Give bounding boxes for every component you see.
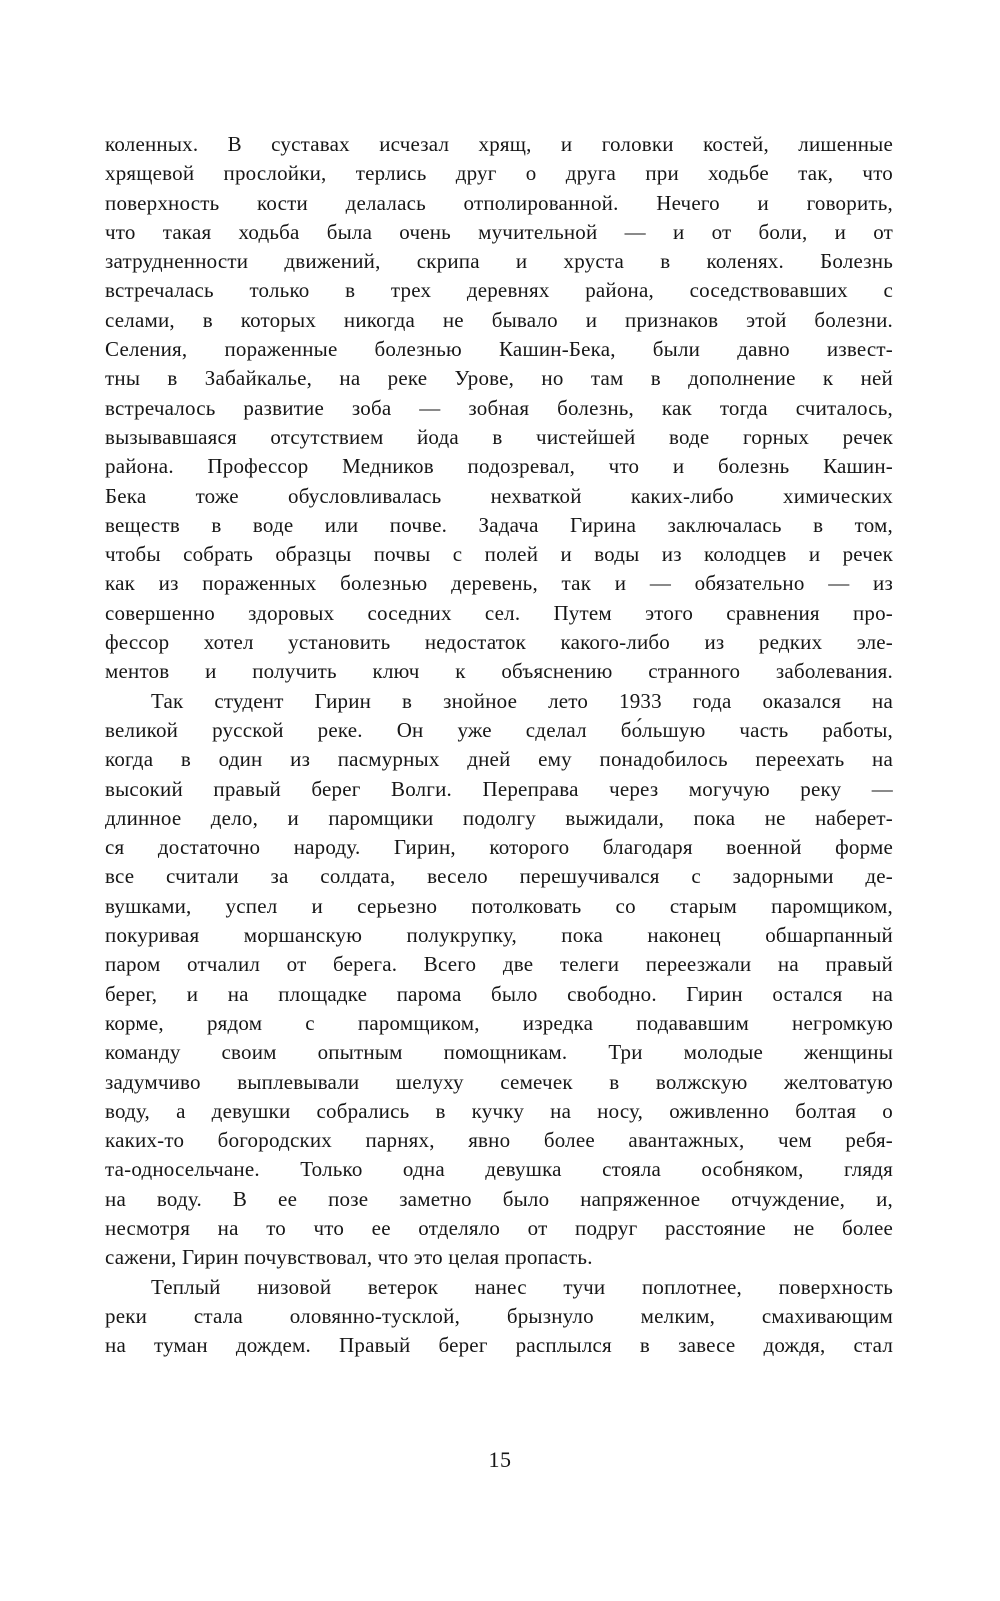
text-line: реки стала оловянно-тусклой, брызнуло мелким, смахивающим	[105, 1303, 893, 1328]
text-line: поверхность кости делалась отполированной. Нечего и говорить,	[105, 190, 893, 215]
text-line: веществ в воде или почве. Задача Гирина заключалась в том,	[105, 512, 893, 537]
text-line: фессор хотел установить недостаток какого-либо из редких эле-	[105, 630, 893, 655]
text-line: на туман дождем. Правый берег расплылся в завесе дождя, стал	[105, 1333, 893, 1358]
text-line: Так студент Гирин в знойное лето 1933 года оказался на	[151, 688, 893, 713]
text-line: вушками, успел и серьезно потолковать со старым паромщиком,	[105, 893, 893, 918]
text-line: каких-то богородских парнях, явно более авантажных, чем ребя-	[105, 1128, 893, 1153]
text-line: великой русской реке. Он уже сделал бо́льшую часть работы,	[105, 717, 893, 742]
text-line: когда в один из пасмурных дней ему понадобилось переехать на	[105, 747, 893, 772]
text-line: встречалась только в трех деревнях района, соседствовавших с	[105, 278, 893, 303]
text-line: сажени, Гирин почувствовал, что это целая пропасть.	[105, 1245, 593, 1270]
text-line: района. Профессор Медников подозревал, что и болезнь Кашин-	[105, 454, 893, 479]
text-block	[105, 130, 893, 1360]
text-line: чтобы собрать образцы почвы с полей и воды из колодцев и речек	[105, 542, 893, 567]
text-line: коленных. В суставах исчезал хрящ, и головки костей, лишенные	[105, 132, 893, 156]
text-line: как из пораженных болезнью деревень, так и — обязательно — из	[105, 571, 893, 596]
text-line: ментов и получить ключ к объяснению странного заболевания.	[105, 659, 893, 684]
text-line: Бека тоже обусловливалась нехваткой каких-либо химических	[105, 483, 893, 508]
text-line: затрудненности движений, скрипа и хруста в коленях. Болезнь	[105, 249, 893, 274]
text-line: покуривая моршанскую полукрупку, пока наконец обшарпанный	[105, 923, 893, 948]
text-line: задумчиво выплевывали шелуху семечек в волжскую желтоватую	[105, 1069, 893, 1094]
text-line: та-односельчане. Только одна девушка стояла особняком, глядя	[105, 1157, 893, 1182]
text-line: берег, и на площадке парома было свободно. Гирин остался на	[105, 981, 893, 1006]
text-line: ся достаточно народу. Гирин, которого благодаря военной форме	[105, 835, 893, 860]
text-line: паром отчалил от берега. Всего две телеги переезжали на правый	[105, 952, 893, 977]
text-line: Селения, пораженные болезнью Кашин-Бека, были давно извест-	[105, 337, 893, 362]
text-line: высокий правый берег Волги. Переправа через могучую реку —	[105, 776, 893, 801]
text-line: встречалось развитие зоба — зобная болезнь, как тогда считалось,	[105, 395, 893, 420]
text-line: команду своим опытным помощникам. Три молодые женщины	[105, 1040, 893, 1065]
text-line: корме, рядом с паромщиком, изредка подававшим негромкую	[105, 1010, 893, 1035]
text-line: воду, а девушки собрались в кучку на носу, оживленно болтая о	[105, 1098, 893, 1123]
text-line: длинное дело, и паромщики подолгу выжидали, пока не наберет-	[105, 805, 893, 830]
text-line: хрящевой прослойки, терлись друг о друга при ходьбе так, что	[105, 161, 893, 186]
text-line: тны в Забайкалье, на реке Урове, но там в дополнение к ней	[105, 366, 893, 391]
text-line: селами, в которых никогда не бывало и признаков этой болезни.	[105, 307, 893, 332]
page-number: 15	[488, 1447, 512, 1472]
text-line: совершенно здоровых соседних сел. Путем этого сравнения про-	[105, 600, 893, 625]
text-line: несмотря на то что ее отделяло от подруг расстояние не более	[105, 1215, 893, 1240]
text-line: что такая ходьба была очень мучительной — и от боли, и от	[105, 219, 893, 244]
text-line: все считали за солдата, весело перешучивался с задорными де-	[105, 864, 893, 889]
text-line: вызывавшаяся отсутствием йода в чистейшей воде горных речек	[105, 424, 893, 449]
text-line: на воду. В ее позе заметно было напряженное отчуждение, и,	[105, 1186, 893, 1211]
text-line: Теплый низовой ветерок нанес тучи поплотнее, поверхность	[151, 1274, 893, 1299]
